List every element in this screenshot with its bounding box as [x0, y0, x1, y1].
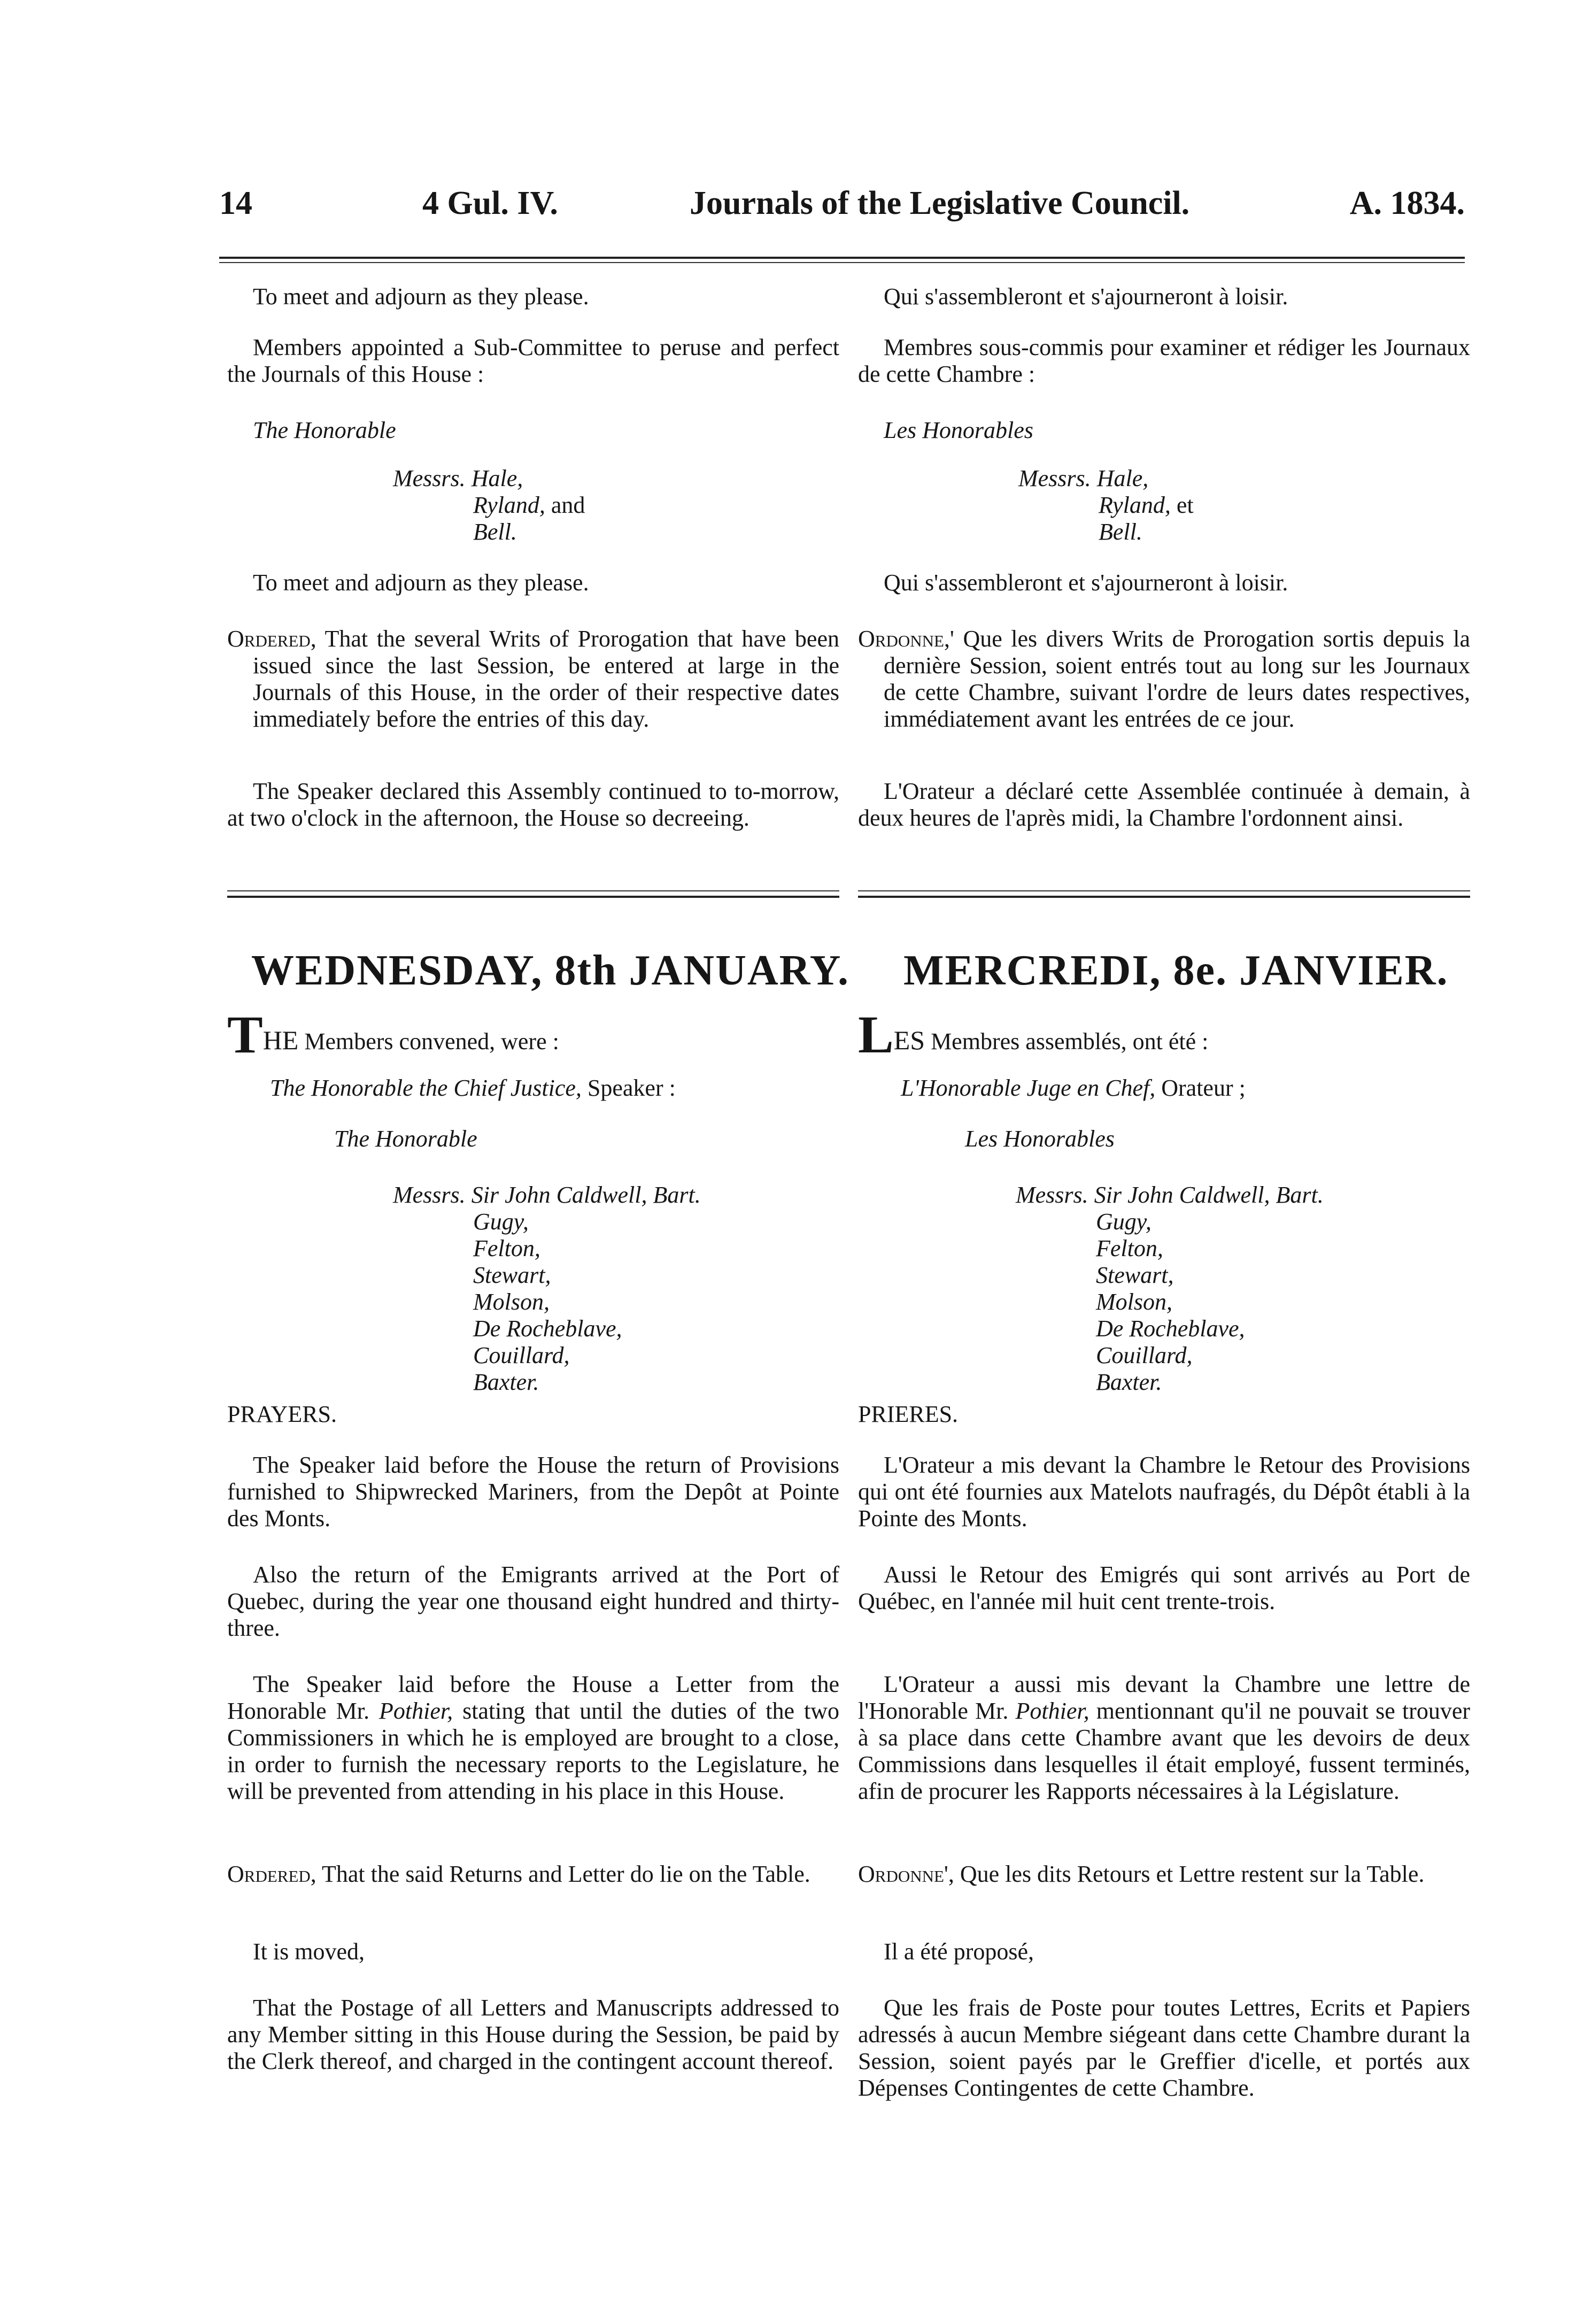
member-name: Gugy, [1096, 1209, 1152, 1235]
chief-role: Speaker : [587, 1075, 676, 1101]
section-rule-left [227, 890, 839, 891]
page-number: 14 [219, 185, 252, 221]
honorable-label-day-fr: Les Honorables [965, 1126, 1115, 1152]
regnal-year: 4 Gul. IV. [422, 185, 558, 221]
letter-text-a: L'Orateur a aussi mis devant la Chambre une lettre de l'Honorable Mr. [858, 1671, 1470, 1724]
honorable-label-day: The Honorable [334, 1126, 477, 1152]
member-name: Stewart, [1096, 1262, 1174, 1288]
messrs-label: Messrs. [1016, 1182, 1088, 1208]
meet-adjourn-2-fr: Qui s'assembleront et s'ajourneront à loisir. [884, 570, 1288, 596]
member-name: Molson, [1096, 1289, 1172, 1315]
member-name: Hale, [471, 465, 523, 491]
subcommittee-text: Members appointed a Sub-Committee to peruse and perfect the Journals of this House : [227, 334, 839, 387]
member-name: Couillard, [473, 1342, 570, 1368]
member-name: Gugy, [473, 1209, 529, 1235]
member-name: Ryland, [473, 492, 545, 518]
opening-line [227, 1005, 839, 1064]
header-rule [219, 257, 1465, 259]
meet-adjourn-2: To meet and adjourn as they please. [253, 570, 589, 596]
day-title-en: WEDNESDAY, 8th JANUARY. [251, 947, 850, 994]
member-name: Baxter. [473, 1369, 539, 1395]
subcommittee-members [393, 465, 585, 545]
ordered-returns [227, 1861, 839, 1888]
day-title-fr: MERCREDI, 8e. JANVIER. [903, 947, 1449, 994]
chief-justice-line [270, 1075, 839, 1102]
opening-text: Members convened, were : [304, 1028, 559, 1055]
member-name: Baxter. [1096, 1369, 1162, 1395]
english-column-top [227, 283, 839, 872]
ordered-label: Ordered, [227, 1861, 316, 1887]
postage-motion-fr: Que les frais de Poste pour toutes Lettres, Ecrits et Papiers adressés à aucun Membre siégeant dans cette Chambre durant la Session, soient payés par le Greffier d'icelle, et portés aux Dépenses Contingentes de cette Chambre. [858, 1995, 1470, 2101]
chief-justice: L'Honorable Juge en Chef, [901, 1075, 1156, 1101]
emigrants-return: Also the return of the Emigrants arrived at the Port of Quebec, during the year one thousand eight hundred and thirty-three. [227, 1561, 839, 1641]
member-name: Ryland, [1099, 492, 1171, 518]
messrs-label: Messrs. [393, 1182, 466, 1208]
ordered-text: That the said Returns and Letter do lie on the Table. [322, 1861, 810, 1887]
drop-cap: T [227, 1005, 263, 1064]
drop-cap: L [858, 1005, 894, 1064]
member-name: De Rocheblave, [1096, 1315, 1245, 1342]
pothier-letter-fr [858, 1671, 1470, 1805]
subcommittee-text-fr: Membres sous-commis pour examiner et rédiger les Journaux de cette Chambre : [858, 334, 1470, 387]
emigrants-return-fr: Aussi le Retour des Emigrés qui sont arrivés au Port de Québec, en l'année mil huit cent trente-trois. [858, 1561, 1470, 1614]
member-name: Felton, [473, 1235, 540, 1261]
pothier-letter [227, 1671, 839, 1805]
honorable-label: The Honorable [253, 417, 396, 443]
journal-title: Journals of the Legislative Council. [690, 185, 1190, 221]
provisions-return-fr: L'Orateur a mis devant la Chambre le Retour des Provisions qui ont été fournies aux Matelots naufragés, du Dépôt établi à la Pointe des Monts. [858, 1452, 1470, 1532]
prayers-heading: PRAYERS. [227, 1401, 337, 1427]
chief-justice-line-fr [901, 1075, 1470, 1102]
provisions-return: The Speaker laid before the House the return of Provisions furnished to Shipwrecked Mariners, from the Depôt at Pointe des Monts. [227, 1452, 839, 1532]
letter-name: Pothier, [379, 1698, 453, 1724]
letter-text-b: stating that until the duties of the two Commissioners in which he is employed are brought to a close, in order to furnish the necessary reports to the Legislature, he will be prevented from attending in his place in this House. [227, 1698, 840, 1804]
letter-name: Pothier, [1015, 1698, 1090, 1724]
header-rule-double [219, 262, 1465, 263]
moved-line: It is moved, [253, 1938, 365, 1965]
ordered-text: Que les divers Writs de Prorogation sortis depuis la dernière Session, soient entrés tout au long sur les Journaux de cette Chambre, suivant l'ordre de leurs dates respectives, immédiatement avant les entrées de ce jour. [884, 626, 1471, 732]
member-name: Sir John Caldwell, Bart. [1094, 1182, 1324, 1208]
section-rule-left-heavy [227, 896, 839, 898]
ordered-label: Ordered, [227, 626, 316, 652]
ordered-writs [227, 626, 839, 733]
french-column-day [858, 1005, 1470, 2222]
postage-motion: That the Postage of all Letters and Manuscripts addressed to any Member sitting in this House during the Session, be paid by the Clerk thereof, and charged in the contingent account thereof. [227, 1995, 839, 2074]
conjunction: and [551, 492, 585, 518]
section-rule-right-heavy [858, 896, 1470, 898]
honorable-label-fr: Les Honorables [884, 417, 1033, 443]
moved-line-fr: Il a été proposé, [884, 1938, 1034, 1965]
opening-caps: HE [262, 1025, 299, 1055]
ordered-text: That the several Writs of Prorogation that have been issued since the last Session, be entered at large in the Journals of this House, in the order of their respective dates immediately before the entries of this day. [253, 626, 839, 732]
member-name: Couillard, [1096, 1342, 1193, 1368]
publication-year: A. 1834. [1349, 185, 1465, 221]
letter-text-a: The Speaker laid before the House a Letter from the Honorable Mr. [227, 1671, 839, 1724]
messrs-label: Messrs. [1018, 465, 1091, 491]
french-column-top [858, 283, 1470, 872]
subcommittee-members-fr [1018, 465, 1194, 545]
ordered-label: Ordonne,' [858, 626, 954, 652]
letter-text-b: mentionnant qu'il ne pouvait se trouver à sa place dans cette Chambre avant que les devoirs de deux Commissions dans lesquelles il était employé, fussent terminés, afin de procurer les Rapports nécessaires à la Législature. [858, 1698, 1470, 1804]
chief-role: Orateur ; [1161, 1075, 1246, 1101]
prayers-heading-fr: PRIERES. [858, 1401, 959, 1427]
ordered-returns-fr [858, 1861, 1470, 1888]
opening-text: Membres assemblés, ont été : [931, 1028, 1209, 1055]
ordered-writs-fr [858, 626, 1470, 733]
ordered-label: Ordonne', [858, 1861, 954, 1887]
opening-line-fr [858, 1005, 1470, 1064]
english-column-day [227, 1005, 840, 2222]
member-name: Molson, [473, 1289, 550, 1315]
member-name: Bell. [1099, 519, 1142, 545]
section-rule-right [858, 890, 1470, 891]
member-name: Stewart, [473, 1262, 551, 1288]
opening-caps: ES [893, 1025, 925, 1055]
chief-justice: The Honorable the Chief Justice, [270, 1075, 582, 1101]
member-name: Sir John Caldwell, Bart. [471, 1182, 701, 1208]
member-name: Hale, [1096, 465, 1149, 491]
speaker-declared-fr: L'Orateur a déclaré cette Assemblée continuée à demain, à deux heures de l'après midi, la Chambre l'ordonnent ainsi. [858, 778, 1470, 831]
meet-adjourn-1-fr: Qui s'assembleront et s'ajourneront à loisir. [884, 283, 1288, 310]
meet-adjourn-1: To meet and adjourn as they please. [253, 283, 589, 310]
members-present [393, 1182, 701, 1396]
member-name: Felton, [1096, 1235, 1163, 1261]
messrs-label: Messrs. [393, 465, 466, 491]
conjunction: et [1176, 492, 1194, 518]
ordered-text: Que les dits Retours et Lettre restent sur la Table. [960, 1861, 1425, 1887]
speaker-declared: The Speaker declared this Assembly continued to to-morrow, at two o'clock in the afternoon, the House so decreeing. [227, 778, 839, 831]
member-name: De Rocheblave, [473, 1315, 622, 1342]
members-present-fr [1016, 1182, 1324, 1396]
member-name: Bell. [473, 519, 517, 545]
running-header [219, 184, 1465, 233]
